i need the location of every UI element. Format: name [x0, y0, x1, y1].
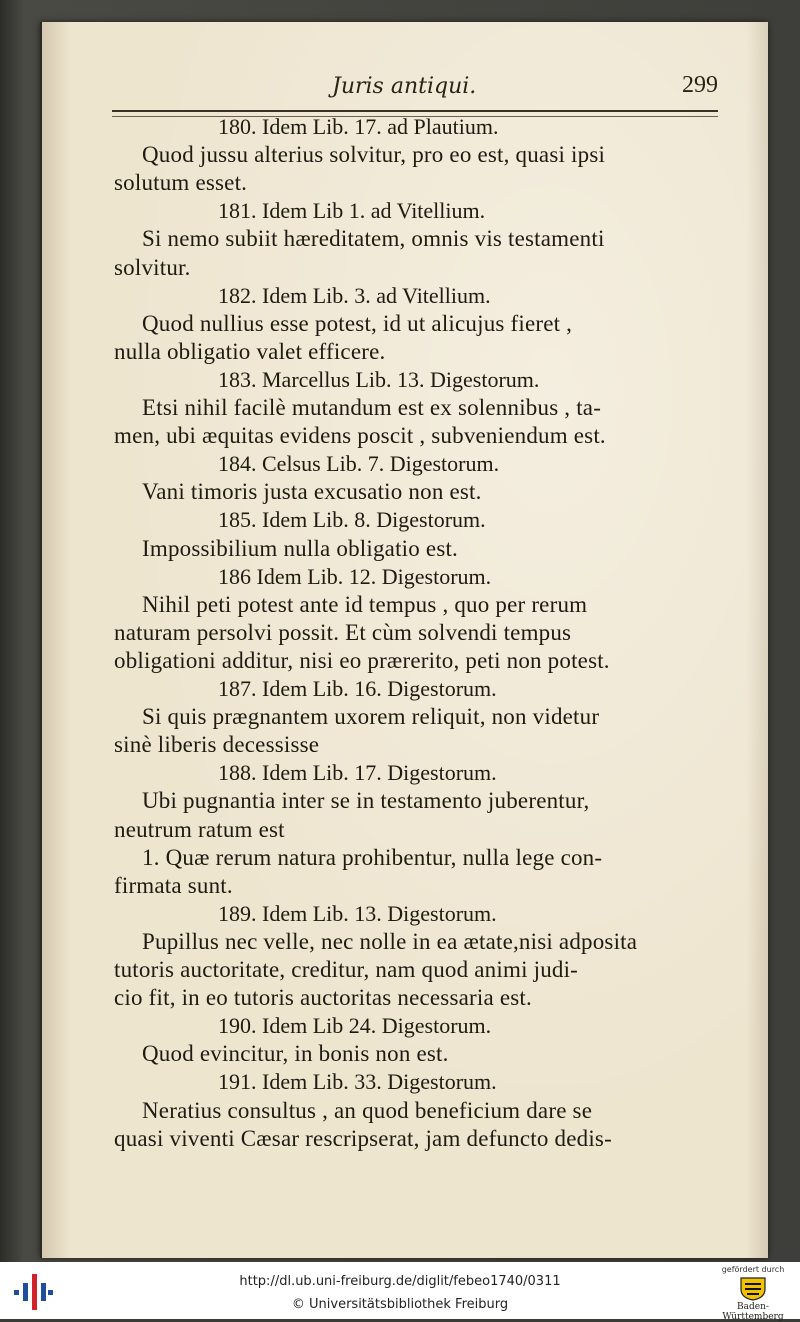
page-text [42, 22, 768, 1258]
text-line: Quod jussu alterius solvitur, pro eo est, quasi ipsi [142, 142, 606, 168]
section-heading: 191. Idem Lib. 33. Digestorum. [218, 1069, 497, 1095]
section-heading: 180. Idem Lib. 17. ad Plautium. [218, 114, 499, 139]
text-line: quasi viventi Cæsar rescripserat, jam defuncto dedis- [114, 1125, 612, 1151]
book-page [40, 22, 768, 1258]
section-heading: 181. Idem Lib 1. ad Vitellium. [218, 198, 486, 224]
text-line: Quod nullius esse potest, id ut alicujus fieret , [142, 310, 573, 336]
document-url[interactable]: http://dl.ub.uni-freiburg.de/diglit/febeo1740/0311 [239, 1274, 561, 1289]
text-line: naturam persolvi possit. Et cùm solvendi tempus [114, 619, 572, 645]
text-line: sinè liberis decessisse [114, 732, 320, 758]
text-line: Neratius consultus , an quod beneficium dare se [142, 1097, 593, 1123]
section-heading: 182. Idem Lib. 3. ad Vitellium. [218, 282, 491, 308]
text-line: firmata sunt. [114, 872, 233, 898]
section-heading: 190. Idem Lib 24. Digestorum. [218, 1013, 492, 1039]
text-line: Ubi pugnantia inter se in testamento juberentur, [142, 788, 590, 814]
sponsor-block[interactable] [712, 1265, 794, 1322]
text-line: Pupillus nec velle, nec nolle in ea ætate,nisi adposita [142, 928, 638, 954]
text-line: 1. Quæ rerum natura prohibentur, nulla lege con- [142, 844, 603, 870]
page-number: 299 [682, 72, 718, 98]
text-line: Impossibilium nulla obligatio est. [142, 535, 459, 561]
text-line: cio fit, in eo tutoris auctoritas necessaria est. [114, 985, 532, 1011]
text-line: Si quis prægnantem uxorem reliquit, non videtur [142, 704, 600, 730]
text-line: men, ubi æquitas evidens poscit , subveniendum est. [114, 423, 606, 449]
text-line: Si nemo subiit hæreditatem, omnis vis testamenti [142, 226, 605, 252]
text-line: Vani timoris justa excusatio non est. [142, 479, 482, 505]
text-line: Etsi nihil facilè mutandum est ex solennibus , ta- [142, 395, 602, 420]
baden-wuerttemberg-crest-icon [739, 1275, 767, 1301]
section-heading: 185. Idem Lib. 8. Digestorum. [218, 507, 486, 533]
sponsor-name: Baden-Württemberg [722, 1302, 784, 1322]
section-heading: 188. Idem Lib. 17. Digestorum. [218, 760, 497, 786]
text-line: neutrum ratum est [114, 816, 285, 842]
text-line: nulla obligatio valet efficere. [114, 338, 386, 364]
sponsor-caption: gefördert durch [721, 1265, 785, 1274]
text-line: Quod evincitur, in bonis non est. [142, 1041, 449, 1067]
text-line: Nihil peti potest ante id tempus , quo per rerum [142, 591, 588, 617]
text-line: solutum esset. [114, 170, 248, 196]
copyright-notice: © Universitätsbibliothek Freiburg [291, 1297, 509, 1312]
section-heading: 183. Marcellus Lib. 13. Digestorum. [218, 366, 540, 392]
section-heading: 186 Idem Lib. 12. Digestorum. [218, 563, 492, 589]
section-heading: 184. Celsus Lib. 7. Digestorum. [218, 451, 500, 477]
footer-bar [0, 1262, 800, 1322]
section-heading: 189. Idem Lib. 13. Digestorum. [218, 900, 497, 926]
running-title: Juris antiqui. [332, 74, 477, 99]
section-heading: 187. Idem Lib. 16. Digestorum. [218, 676, 497, 701]
text-line: tutoris auctoritate, creditur, nam quod animi judi- [114, 957, 579, 982]
text-line: obligationi additur, nisi eo prærerito, peti non potest. [114, 647, 610, 673]
text-line: solvitur. [114, 254, 191, 280]
